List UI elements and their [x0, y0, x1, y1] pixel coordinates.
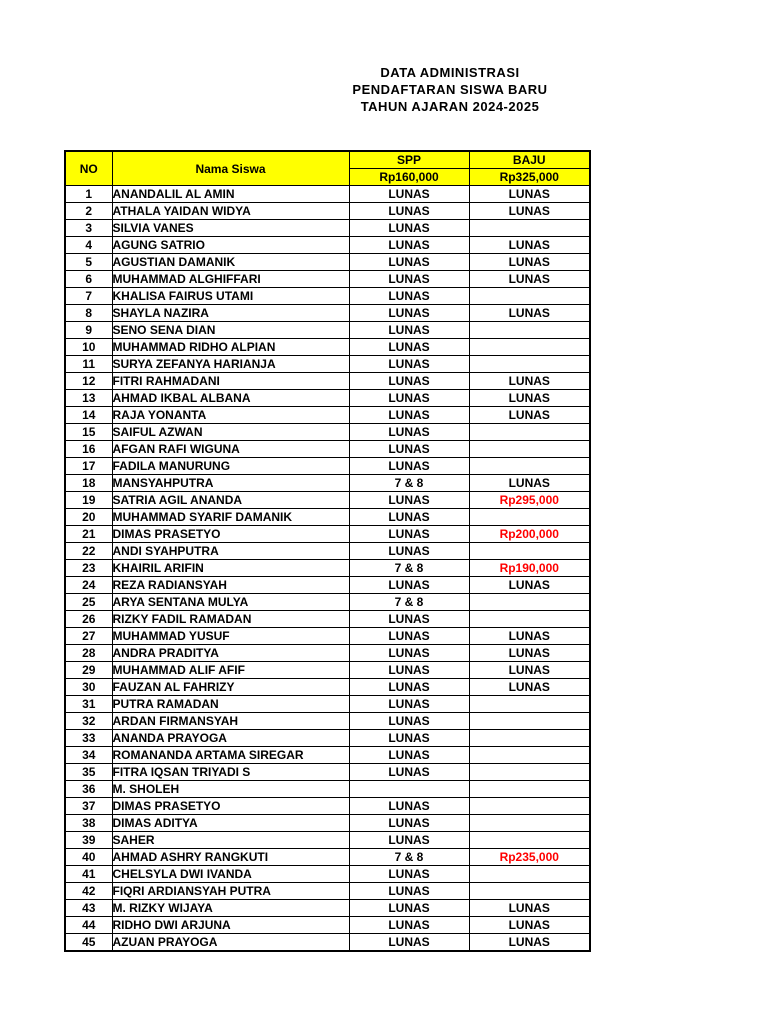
student-name-cell: SAIFUL AZWAN [112, 424, 349, 441]
student-name-cell: ATHALA YAIDAN WIDYA [112, 203, 349, 220]
baju-status-cell: LUNAS [469, 254, 590, 271]
table-row [65, 339, 590, 356]
baju-status-cell: LUNAS [469, 662, 590, 679]
table-row [65, 288, 590, 305]
spp-status-cell: LUNAS [349, 424, 469, 441]
student-name-cell: FITRI RAHMADANI [112, 373, 349, 390]
row-number-cell: 10 [65, 339, 112, 356]
row-number-cell: 1 [65, 186, 112, 203]
row-number-cell: 15 [65, 424, 112, 441]
student-name-cell: FADILA MANURUNG [112, 458, 349, 475]
student-name-cell: ANDI SYAHPUTRA [112, 543, 349, 560]
row-number-cell: 25 [65, 594, 112, 611]
baju-status-cell [469, 764, 590, 781]
student-name-cell: AGUNG SATRIO [112, 237, 349, 254]
spp-status-cell: LUNAS [349, 237, 469, 254]
student-name-cell: ANDRA PRADITYA [112, 645, 349, 662]
spp-status-cell: LUNAS [349, 900, 469, 917]
spp-status-cell: LUNAS [349, 305, 469, 322]
row-number-cell: 14 [65, 407, 112, 424]
baju-status-cell [469, 696, 590, 713]
student-name-cell: DIMAS PRASETYO [112, 526, 349, 543]
row-number-cell: 41 [65, 866, 112, 883]
baju-status-cell: LUNAS [469, 917, 590, 934]
table-row [65, 458, 590, 475]
spp-status-cell: LUNAS [349, 815, 469, 832]
row-number-cell: 35 [65, 764, 112, 781]
table-row [65, 798, 590, 815]
header-spp: SPP [349, 151, 469, 169]
baju-status-cell: LUNAS [469, 628, 590, 645]
table-row [65, 390, 590, 407]
spp-status-cell: LUNAS [349, 203, 469, 220]
row-number-cell: 20 [65, 509, 112, 526]
baju-status-cell: LUNAS [469, 934, 590, 952]
student-name-cell: RIDHO DWI ARJUNA [112, 917, 349, 934]
table-row [65, 441, 590, 458]
row-number-cell: 43 [65, 900, 112, 917]
spp-status-cell: LUNAS [349, 526, 469, 543]
row-number-cell: 30 [65, 679, 112, 696]
row-number-cell: 19 [65, 492, 112, 509]
spp-status-cell: LUNAS [349, 288, 469, 305]
spp-status-cell: LUNAS [349, 934, 469, 952]
student-name-cell: SAHER [112, 832, 349, 849]
spp-status-cell: LUNAS [349, 492, 469, 509]
row-number-cell: 31 [65, 696, 112, 713]
header-name: Nama Siswa [112, 151, 349, 186]
student-name-cell: SENO SENA DIAN [112, 322, 349, 339]
baju-status-cell: Rp235,000 [469, 849, 590, 866]
table-row [65, 407, 590, 424]
title-line-3: TAHUN AJARAN 2024-2025 [360, 99, 540, 114]
spp-status-cell: 7 & 8 [349, 475, 469, 492]
baju-status-cell [469, 713, 590, 730]
row-number-cell: 26 [65, 611, 112, 628]
student-name-cell: FAUZAN AL FAHRIZY [112, 679, 349, 696]
table-row [65, 305, 590, 322]
row-number-cell: 17 [65, 458, 112, 475]
student-name-cell: RAJA YONANTA [112, 407, 349, 424]
table-row [65, 696, 590, 713]
title-line-2: PENDAFTARAN SISWA BARU [352, 82, 548, 97]
table-row [65, 866, 590, 883]
spp-status-cell: 7 & 8 [349, 560, 469, 577]
baju-status-cell: LUNAS [469, 237, 590, 254]
baju-status-cell: LUNAS [469, 186, 590, 203]
row-number-cell: 37 [65, 798, 112, 815]
spp-status-cell: LUNAS [349, 407, 469, 424]
spp-status-cell: LUNAS [349, 713, 469, 730]
baju-status-cell: LUNAS [469, 679, 590, 696]
table-row [65, 747, 590, 764]
student-name-cell: M. SHOLEH [112, 781, 349, 798]
spp-status-cell: LUNAS [349, 645, 469, 662]
row-number-cell: 44 [65, 917, 112, 934]
baju-status-cell [469, 322, 590, 339]
row-number-cell: 7 [65, 288, 112, 305]
student-name-cell: M. RIZKY WIJAYA [112, 900, 349, 917]
baju-status-cell: LUNAS [469, 271, 590, 288]
student-name-cell: RIZKY FADIL RAMADAN [112, 611, 349, 628]
spp-status-cell: LUNAS [349, 509, 469, 526]
student-name-cell: FITRA IQSAN TRIYADI S [112, 764, 349, 781]
spp-status-cell: LUNAS [349, 254, 469, 271]
title-line-1: DATA ADMINISTRASI [380, 65, 520, 80]
table-row [65, 662, 590, 679]
student-name-cell: DIMAS ADITYA [112, 815, 349, 832]
spp-status-cell: LUNAS [349, 220, 469, 237]
baju-status-cell [469, 747, 590, 764]
spp-status-cell: LUNAS [349, 356, 469, 373]
spp-status-cell: LUNAS [349, 339, 469, 356]
header-row [65, 151, 590, 169]
student-name-cell: KHALISA FAIRUS UTAMI [112, 288, 349, 305]
baju-status-cell [469, 356, 590, 373]
baju-status-cell: Rp295,000 [469, 492, 590, 509]
baju-status-cell [469, 458, 590, 475]
baju-status-cell: LUNAS [469, 577, 590, 594]
row-number-cell: 23 [65, 560, 112, 577]
row-number-cell: 22 [65, 543, 112, 560]
baju-status-cell [469, 611, 590, 628]
row-number-cell: 4 [65, 237, 112, 254]
spp-status-cell: LUNAS [349, 662, 469, 679]
student-name-cell: FIQRI ARDIANSYAH PUTRA [112, 883, 349, 900]
baju-status-cell [469, 339, 590, 356]
baju-status-cell [469, 220, 590, 237]
row-number-cell: 2 [65, 203, 112, 220]
spp-status-cell: LUNAS [349, 390, 469, 407]
baju-status-cell: Rp200,000 [469, 526, 590, 543]
student-name-cell: MUHAMMAD RIDHO ALPIAN [112, 339, 349, 356]
header-no: NO [65, 151, 112, 186]
baju-status-cell: LUNAS [469, 645, 590, 662]
baju-status-cell [469, 730, 590, 747]
row-number-cell: 34 [65, 747, 112, 764]
header-baju: BAJU [469, 151, 590, 169]
student-name-cell: AGUSTIAN DAMANIK [112, 254, 349, 271]
student-name-cell: DIMAS PRASETYO [112, 798, 349, 815]
spp-status-cell: LUNAS [349, 543, 469, 560]
baju-status-cell: LUNAS [469, 390, 590, 407]
row-number-cell: 21 [65, 526, 112, 543]
row-number-cell: 11 [65, 356, 112, 373]
spp-status-cell: LUNAS [349, 441, 469, 458]
spp-status-cell: LUNAS [349, 696, 469, 713]
table-row [65, 883, 590, 900]
table-row [65, 900, 590, 917]
table-row [65, 186, 590, 203]
baju-status-cell [469, 441, 590, 458]
spp-status-cell: LUNAS [349, 764, 469, 781]
row-number-cell: 16 [65, 441, 112, 458]
spp-status-cell: LUNAS [349, 679, 469, 696]
baju-status-cell [469, 866, 590, 883]
row-number-cell: 5 [65, 254, 112, 271]
student-name-cell: MUHAMMAD SYARIF DAMANIK [112, 509, 349, 526]
spp-status-cell: LUNAS [349, 611, 469, 628]
table-row [65, 815, 590, 832]
spp-status-cell: LUNAS [349, 458, 469, 475]
table-row [65, 917, 590, 934]
baju-status-cell: LUNAS [469, 305, 590, 322]
student-name-cell: MUHAMMAD ALGHIFFARI [112, 271, 349, 288]
row-number-cell: 27 [65, 628, 112, 645]
table-row [65, 526, 590, 543]
baju-status-cell [469, 798, 590, 815]
student-name-cell: SATRIA AGIL ANANDA [112, 492, 349, 509]
table-row [65, 492, 590, 509]
spp-status-cell: 7 & 8 [349, 849, 469, 866]
spp-status-cell: LUNAS [349, 186, 469, 203]
table-row [65, 679, 590, 696]
table-row [65, 730, 590, 747]
student-name-cell: SILVIA VANES [112, 220, 349, 237]
table-row [65, 203, 590, 220]
baju-status-cell: LUNAS [469, 203, 590, 220]
student-name-cell: CHELSYLA DWI IVANDA [112, 866, 349, 883]
table-row [65, 373, 590, 390]
row-number-cell: 9 [65, 322, 112, 339]
row-number-cell: 3 [65, 220, 112, 237]
baju-status-cell: LUNAS [469, 373, 590, 390]
student-name-cell: MANSYAHPUTRA [112, 475, 349, 492]
baju-status-cell [469, 543, 590, 560]
spp-status-cell: LUNAS [349, 373, 469, 390]
spp-status-cell: LUNAS [349, 628, 469, 645]
row-number-cell: 18 [65, 475, 112, 492]
student-name-cell: ANANDALIL AL AMIN [112, 186, 349, 203]
table-body [65, 186, 590, 952]
row-number-cell: 8 [65, 305, 112, 322]
student-name-cell: REZA RADIANSYAH [112, 577, 349, 594]
row-number-cell: 6 [65, 271, 112, 288]
table-row [65, 628, 590, 645]
row-number-cell: 12 [65, 373, 112, 390]
student-name-cell: AHMAD ASHRY RANGKUTI [112, 849, 349, 866]
student-name-cell: MUHAMMAD YUSUF [112, 628, 349, 645]
table-row [65, 475, 590, 492]
row-number-cell: 38 [65, 815, 112, 832]
row-number-cell: 13 [65, 390, 112, 407]
table-row [65, 849, 590, 866]
table-row [65, 764, 590, 781]
baju-status-cell [469, 594, 590, 611]
table-row [65, 271, 590, 288]
student-name-cell: ARYA SENTANA MULYA [112, 594, 349, 611]
spp-status-cell [349, 781, 469, 798]
table-row [65, 781, 590, 798]
table-row [65, 713, 590, 730]
row-number-cell: 29 [65, 662, 112, 679]
student-name-cell: AHMAD IKBAL ALBANA [112, 390, 349, 407]
row-number-cell: 32 [65, 713, 112, 730]
student-name-cell: PUTRA RAMADAN [112, 696, 349, 713]
header-baju-amount: Rp325,000 [469, 169, 590, 186]
baju-status-cell: LUNAS [469, 407, 590, 424]
table-row [65, 322, 590, 339]
spp-status-cell: LUNAS [349, 832, 469, 849]
table-row [65, 254, 590, 271]
table-row [65, 611, 590, 628]
baju-status-cell [469, 781, 590, 798]
baju-status-cell: LUNAS [469, 900, 590, 917]
row-number-cell: 42 [65, 883, 112, 900]
row-number-cell: 28 [65, 645, 112, 662]
baju-status-cell: Rp190,000 [469, 560, 590, 577]
table-row [65, 832, 590, 849]
table-row [65, 645, 590, 662]
student-name-cell: MUHAMMAD ALIF AFIF [112, 662, 349, 679]
student-name-cell: SHAYLA NAZIRA [112, 305, 349, 322]
student-name-cell: ANANDA PRAYOGA [112, 730, 349, 747]
spp-status-cell: LUNAS [349, 883, 469, 900]
table-row [65, 577, 590, 594]
baju-status-cell [469, 424, 590, 441]
baju-status-cell: LUNAS [469, 475, 590, 492]
student-name-cell: AFGAN RAFI WIGUNA [112, 441, 349, 458]
spp-status-cell: LUNAS [349, 322, 469, 339]
baju-status-cell [469, 832, 590, 849]
table-row [65, 560, 590, 577]
student-payment-table [64, 150, 591, 952]
student-name-cell: ROMANANDA ARTAMA SIREGAR [112, 747, 349, 764]
row-number-cell: 36 [65, 781, 112, 798]
row-number-cell: 40 [65, 849, 112, 866]
table-row [65, 220, 590, 237]
baju-status-cell [469, 288, 590, 305]
student-name-cell: ARDAN FIRMANSYAH [112, 713, 349, 730]
row-number-cell: 24 [65, 577, 112, 594]
spp-status-cell: LUNAS [349, 747, 469, 764]
spp-status-cell: LUNAS [349, 271, 469, 288]
table-row [65, 594, 590, 611]
spp-status-cell: LUNAS [349, 730, 469, 747]
spp-status-cell: LUNAS [349, 866, 469, 883]
table-row [65, 237, 590, 254]
baju-status-cell [469, 815, 590, 832]
row-number-cell: 39 [65, 832, 112, 849]
table-row [65, 543, 590, 560]
student-name-cell: SURYA ZEFANYA HARIANJA [112, 356, 349, 373]
baju-status-cell [469, 509, 590, 526]
row-number-cell: 33 [65, 730, 112, 747]
student-name-cell: KHAIRIL ARIFIN [112, 560, 349, 577]
spp-status-cell: LUNAS [349, 577, 469, 594]
table-row [65, 356, 590, 373]
spp-status-cell: 7 & 8 [349, 594, 469, 611]
header-spp-amount: Rp160,000 [349, 169, 469, 186]
baju-status-cell [469, 883, 590, 900]
table-row [65, 509, 590, 526]
spp-status-cell: LUNAS [349, 917, 469, 934]
spp-status-cell: LUNAS [349, 798, 469, 815]
table-row [65, 934, 590, 952]
student-name-cell: AZUAN PRAYOGA [112, 934, 349, 952]
table-row [65, 424, 590, 441]
row-number-cell: 45 [65, 934, 112, 952]
